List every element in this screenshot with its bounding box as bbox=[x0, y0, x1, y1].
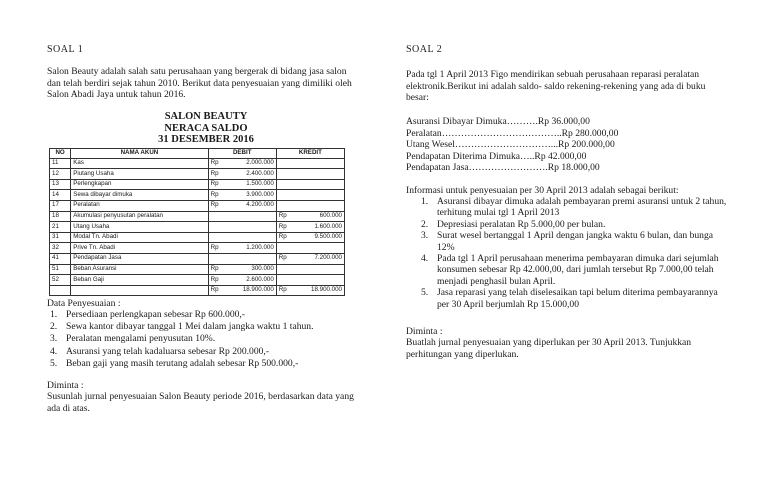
list-item bbox=[418, 287, 728, 310]
cell-no: 52 bbox=[50, 275, 71, 286]
list-item-number: 4. bbox=[421, 253, 429, 265]
cell-credit-currency bbox=[276, 243, 292, 254]
cell-debit-currency: Rp bbox=[208, 169, 224, 180]
cell-debit-currency bbox=[208, 211, 224, 222]
ledger-line: Utang Wesel…………………………...Rp 200.000,00 bbox=[406, 139, 615, 150]
ledger-balances bbox=[406, 116, 736, 174]
cell-debit-currency: Rp bbox=[208, 158, 224, 169]
list-item-number: 3. bbox=[50, 333, 58, 345]
cell-debit: 2.000.000 bbox=[224, 158, 276, 169]
list-item-number: 2. bbox=[50, 321, 58, 333]
table-row bbox=[50, 190, 345, 201]
cell-credit: 7.200.000 bbox=[292, 253, 344, 264]
list-item-text: Asuransi dibayar dimuka adalah pembayaran premi asuransi untuk 2 tahun, terhitung mulai tgl 1 April 2013 bbox=[437, 196, 727, 219]
cell-debit-currency bbox=[208, 253, 224, 264]
list-item-number: 4. bbox=[50, 345, 58, 357]
cell-debit bbox=[224, 211, 276, 222]
soal-1-diminta-label: Diminta : bbox=[47, 380, 84, 391]
list-item-number: 2. bbox=[421, 218, 429, 230]
cell-debit: 1.200.000 bbox=[224, 243, 276, 254]
list-item-text: Depresiasi peralatan Rp 5.000,00 per bulan. bbox=[437, 218, 606, 230]
cell-account: Perlengkapan bbox=[71, 179, 208, 190]
cell-credit: 9.500.000 bbox=[292, 232, 344, 243]
cell-credit-currency bbox=[276, 200, 292, 211]
table-row bbox=[50, 211, 345, 222]
cell-credit: 1.600.000 bbox=[292, 222, 344, 233]
cell-credit bbox=[292, 158, 344, 169]
ledger-line: Peralatan………………………………..Rp 280.000,00 bbox=[406, 127, 619, 139]
list-item bbox=[418, 196, 728, 219]
cell-debit-currency bbox=[208, 232, 224, 243]
list-item bbox=[47, 346, 365, 358]
cell-debit bbox=[224, 232, 276, 243]
list-item-text: Peralatan mengalami penyusutan 10%. bbox=[66, 333, 216, 345]
cell-debit-currency: Rp bbox=[208, 243, 224, 254]
cell-account: Pendapatan Jasa bbox=[71, 253, 208, 264]
soal-1-diminta-text: Susunlah jurnal penyesuaian Salon Beauty periode 2016, berdasarkan data yang ada di atas. bbox=[47, 391, 354, 414]
cell-credit bbox=[292, 264, 344, 275]
cell-credit-currency: Rp bbox=[276, 232, 292, 243]
cell-no: 41 bbox=[50, 253, 71, 264]
table-row bbox=[50, 253, 345, 264]
list-item-text: Surat wesel bertanggal 1 April dengan jangka waktu 6 bulan, dan bunga 12% bbox=[437, 230, 714, 253]
cell-account: Sewa dibayar dimuka bbox=[71, 190, 208, 201]
cell-credit-currency: Rp bbox=[276, 253, 292, 264]
cell-no: 11 bbox=[50, 158, 71, 169]
list-item bbox=[418, 230, 728, 253]
list-item bbox=[418, 219, 728, 230]
total-debit-currency: Rp bbox=[208, 285, 224, 296]
header-credit: KREDIT bbox=[276, 149, 344, 159]
cell-credit bbox=[292, 169, 344, 180]
cell-credit-currency: Rp bbox=[276, 211, 292, 222]
cell-debit-currency: Rp bbox=[208, 190, 224, 201]
cell-debit bbox=[224, 222, 276, 233]
ledger-line: Pendapatan Jasa…………………….Rp 18.000,00 bbox=[406, 162, 600, 173]
cell-credit bbox=[292, 190, 344, 201]
trial-balance-table bbox=[49, 148, 345, 296]
cell-debit-currency: Rp bbox=[208, 200, 224, 211]
cell-debit-currency: Rp bbox=[208, 179, 224, 190]
cell-no: 12 bbox=[50, 169, 71, 180]
ledger-line: Pendapatan Diterima Dimuka…..Rp 42.000,00 bbox=[406, 150, 587, 162]
list-item-number: 5. bbox=[421, 287, 429, 299]
soal-2-heading: SOAL 2 bbox=[406, 44, 443, 55]
soal-2-info-label: Informasi untuk penyesuaian per 30 April 2013 adalah sebagai berikut: bbox=[406, 185, 679, 196]
cell-credit-currency bbox=[276, 158, 292, 169]
list-item-text: Asuransi yang telah kadaluarsa sebesar Rp 200.000,- bbox=[66, 345, 270, 357]
cell-credit bbox=[292, 200, 344, 211]
table-row bbox=[50, 243, 345, 254]
cell-credit bbox=[292, 179, 344, 190]
cell-account: Beban Asuransi bbox=[71, 264, 208, 275]
report-name: NERACA SALDO bbox=[164, 122, 248, 134]
header-debit: DEBIT bbox=[208, 149, 276, 159]
soal-1-intro: Salon Beauty adalah salah satu perusahaan yang bergerak di bidang jasa salon dan telah berdiri sejak tahun 2010. Berikut data penyesuaian yang dimiliki oleh Salon Abadi Jaya untuk tahun 2016. bbox=[47, 66, 352, 100]
soal-2-intro: Pada tgl 1 April 2013 Figo mendirikan sebuah perusahaan reparasi peralatan elektronik.Berikut ini adalah saldo- saldo rekening-rekening yang ada di buku besar: bbox=[406, 69, 706, 103]
cell-credit bbox=[292, 243, 344, 254]
list-item-text: Pada tgl 1 April perusahaan menerima pembayaran dimuka dari sejumlah konsumen sebesar Rp 42.000,00, dari jumlah tersebut Rp 7.000,00 telah menjadi penghasil bulan April. bbox=[437, 253, 719, 287]
header-account: NAMA AKUN bbox=[71, 149, 208, 159]
cell-account: Modal Tn. Abadi bbox=[71, 232, 208, 243]
list-item-text: Jasa reparasi yang telah diselesaikan tapi belum diterima pembayarannya per 30 April berjumlah Rp 15.000,00 bbox=[437, 287, 718, 310]
cell-debit: 1.500.000 bbox=[224, 179, 276, 190]
list-item-number: 3. bbox=[421, 230, 429, 242]
table-row bbox=[50, 275, 345, 286]
cell-no: 51 bbox=[50, 264, 71, 275]
cell-no: 14 bbox=[50, 190, 71, 201]
soal-2-info-list bbox=[418, 196, 728, 310]
table-total-row bbox=[50, 285, 345, 296]
cell-no: 18 bbox=[50, 211, 71, 222]
cell-credit-currency bbox=[276, 169, 292, 180]
cell-no: 17 bbox=[50, 200, 71, 211]
list-item bbox=[47, 333, 365, 345]
cell-debit: 2.400.000 bbox=[224, 169, 276, 180]
list-item-number: 1. bbox=[50, 309, 58, 320]
table-row bbox=[50, 232, 345, 243]
cell-debit-currency: Rp bbox=[208, 264, 224, 275]
cell-account: Piutang Usaha bbox=[71, 169, 208, 180]
company-name: SALON BEAUTY bbox=[164, 111, 248, 122]
soal-2-diminta-label: Diminta : bbox=[406, 326, 443, 337]
table-row bbox=[50, 179, 345, 190]
cell-debit: 4.200.000 bbox=[224, 200, 276, 211]
cell-debit: 300.000 bbox=[224, 264, 276, 275]
cell-debit-currency: Rp bbox=[208, 275, 224, 286]
list-item-number: 5. bbox=[50, 357, 58, 369]
table-row bbox=[50, 222, 345, 233]
cell-account: Beban Gaji bbox=[71, 275, 208, 286]
list-item bbox=[47, 309, 365, 321]
list-item-text: Persediaan perlengkapan sebesar Rp 600.000,- bbox=[66, 309, 246, 320]
adjustments-list bbox=[47, 309, 365, 370]
cell-credit bbox=[292, 275, 344, 286]
cell-account: Peralatan bbox=[71, 200, 208, 211]
table-row bbox=[50, 264, 345, 275]
cell-debit bbox=[224, 253, 276, 264]
cell-no: 13 bbox=[50, 179, 71, 190]
cell-credit-currency: Rp bbox=[276, 222, 292, 233]
table-row bbox=[50, 169, 345, 180]
cell-credit: 600.000 bbox=[292, 211, 344, 222]
ledger-line: Asuransi Dibayar Dimuka……….Rp 36.000,00 bbox=[406, 116, 590, 127]
cell-account: Kas bbox=[71, 158, 208, 169]
cell-no: 21 bbox=[50, 222, 71, 233]
cell-debit: 3.900.000 bbox=[224, 190, 276, 201]
adjustments-label: Data Penyesuaian : bbox=[47, 298, 121, 309]
total-debit: 18.900.000 bbox=[224, 285, 276, 296]
cell-account: Utang Usaha bbox=[71, 222, 208, 233]
table-row bbox=[50, 200, 345, 211]
cell-account: Akumulasi penyusutan peralatan bbox=[71, 211, 208, 222]
list-item-text: Sewa kantor dibayar tanggal 1 Mei dalam jangka waktu 1 tahun. bbox=[66, 321, 314, 333]
cell-credit-currency bbox=[276, 264, 292, 275]
soal-2-diminta-text: Buatlah jurnal penyesuaian yang diperlukan per 30 April 2013. Tunjukkan perhitungan yang diperlukan. bbox=[406, 337, 692, 360]
list-item bbox=[418, 253, 728, 287]
list-item bbox=[47, 321, 365, 333]
list-item-number: 1. bbox=[421, 196, 429, 207]
cell-no: 32 bbox=[50, 243, 71, 254]
list-item-text: Beban gaji yang masih terutang adalah sebesar Rp 500.000,- bbox=[66, 357, 299, 369]
cell-debit-currency bbox=[208, 222, 224, 233]
report-date: 31 DESEMBER 2016 bbox=[158, 134, 254, 145]
cell-credit-currency bbox=[276, 179, 292, 190]
header-no: NO bbox=[50, 149, 71, 159]
cell-credit-currency bbox=[276, 190, 292, 201]
cell-credit-currency bbox=[276, 275, 292, 286]
cell-no: 31 bbox=[50, 232, 71, 243]
cell-account: Prive Tn. Abadi bbox=[71, 243, 208, 254]
cell-debit: 2.600.000 bbox=[224, 275, 276, 286]
table-header-row bbox=[50, 149, 345, 159]
table-row bbox=[50, 158, 345, 169]
total-credit: 18.900.000 bbox=[292, 285, 344, 296]
soal-1-heading: SOAL 1 bbox=[47, 44, 84, 55]
total-credit-currency: Rp bbox=[276, 285, 292, 296]
trial-balance-title bbox=[47, 111, 365, 146]
list-item bbox=[47, 358, 365, 370]
